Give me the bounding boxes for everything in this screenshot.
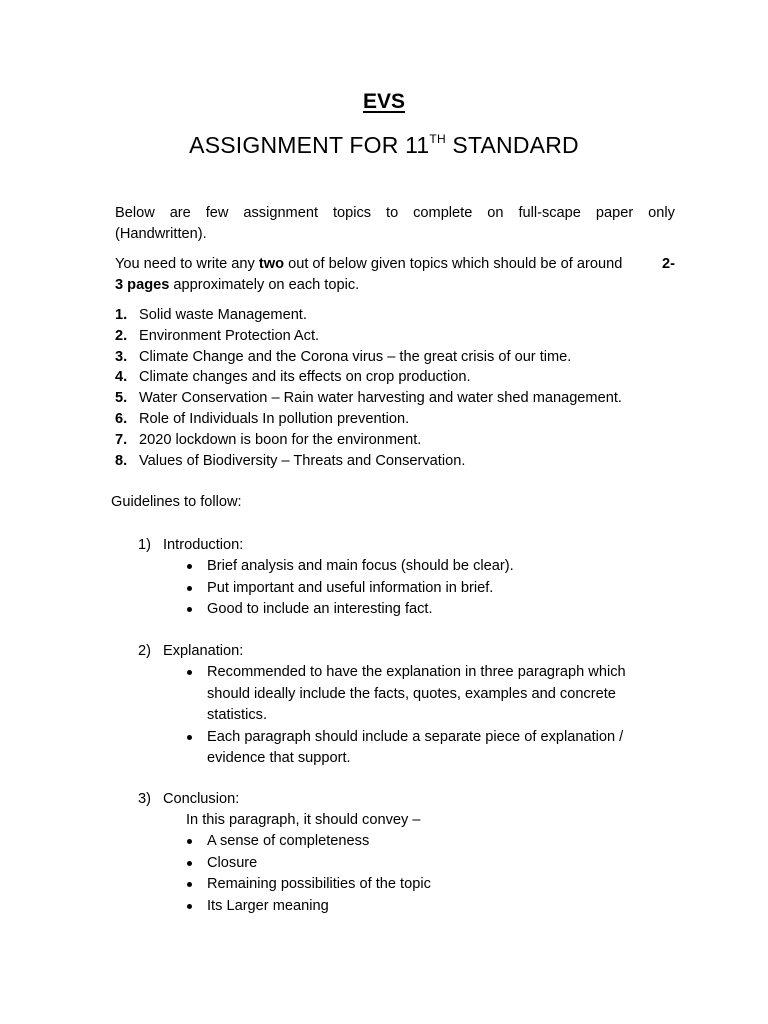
- list-item-text: Environment Protection Act.: [139, 327, 320, 344]
- bullet-item: [138, 662, 662, 727]
- bullet-text: Closure: [207, 854, 258, 871]
- section-lead: In this paragraph, it should convey –: [186, 812, 421, 828]
- list-item: [115, 451, 675, 472]
- subtitle-tail: STANDARD: [445, 132, 579, 158]
- word: Below: [115, 205, 155, 221]
- word: few: [205, 205, 229, 221]
- document-title: EVS: [362, 90, 406, 113]
- list-number: 8.: [115, 452, 128, 469]
- word: paper: [595, 205, 634, 221]
- list-item-text: Climate Change and the Corona virus – the great crisis of our time.: [139, 348, 572, 365]
- list-item: [115, 347, 675, 368]
- word: only: [648, 205, 675, 221]
- word: assignment: [243, 205, 319, 221]
- list-item: [115, 430, 675, 451]
- section-number: 1): [138, 537, 151, 553]
- list-number: 4.: [115, 369, 128, 386]
- list-item-text: Water Conservation – Rain water harvesting and water shed management.: [139, 390, 622, 407]
- list-number: 5.: [115, 390, 128, 407]
- list-item: [115, 305, 675, 326]
- text-run: out of below given topics which should be of around: [284, 256, 623, 272]
- guideline-section-explanation: [138, 641, 678, 770]
- bullet-item: [138, 578, 678, 600]
- bullet-text: Brief analysis and main focus (should be clear).: [207, 558, 514, 574]
- bullet-icon: [187, 670, 192, 675]
- list-item: [115, 388, 675, 409]
- bullet-icon: [187, 882, 192, 887]
- section-title: Introduction:: [163, 537, 244, 553]
- list-item-text: Role of Individuals In pollution prevention.: [139, 410, 410, 427]
- list-item-text: Solid waste Management.: [139, 307, 307, 323]
- list-number: 1.: [115, 307, 128, 323]
- guideline-section-introduction: [138, 535, 678, 621]
- bullet-icon: [187, 839, 192, 844]
- bullet-icon: [187, 904, 192, 909]
- list-item: [115, 326, 675, 347]
- section-title: Conclusion:: [163, 791, 240, 807]
- word: topics: [332, 205, 372, 221]
- word: complete: [413, 205, 473, 221]
- list-item: [115, 367, 675, 388]
- bullet-icon: [187, 861, 192, 866]
- section-heading: [138, 789, 678, 810]
- word: are: [169, 205, 191, 221]
- section-number: 3): [138, 791, 151, 807]
- document-subtitle: [0, 131, 768, 160]
- list-item-text: 2020 lockdown is boon for the environment.: [139, 431, 422, 448]
- bullet-item: [138, 853, 678, 875]
- bullet-list: [138, 556, 678, 621]
- section-number: 2): [138, 643, 151, 659]
- bullet-text: Each paragraph should include a separate piece of explanation / evidence that support.: [207, 728, 624, 766]
- section-heading: [138, 535, 678, 556]
- text-run: You need to write any: [115, 256, 259, 272]
- word: on: [487, 205, 504, 221]
- list-number: 6.: [115, 410, 128, 427]
- bullet-list: [138, 662, 678, 770]
- intro-paragraph-2-line-2: [115, 275, 675, 296]
- guideline-section-conclusion: [138, 789, 678, 917]
- subtitle-superscript: TH: [429, 132, 446, 146]
- bullet-list: [138, 831, 678, 917]
- emphasis-two: two: [258, 256, 285, 272]
- word: full-scape: [518, 205, 581, 221]
- list-number: 3.: [115, 348, 128, 365]
- intro-paragraph-1: [115, 203, 675, 245]
- text-run: approximately on each topic.: [169, 277, 360, 293]
- list-item: [115, 409, 675, 430]
- topic-list: [115, 305, 675, 471]
- bullet-item: [138, 599, 678, 621]
- subtitle-main: ASSIGNMENT FOR 11: [189, 132, 430, 158]
- bullet-item: [138, 896, 678, 918]
- intro-paragraph-1-line-2: (Handwritten).: [115, 226, 207, 242]
- emphasis-pages-start: 2-: [662, 256, 675, 272]
- bullet-text: Its Larger meaning: [207, 897, 329, 914]
- list-item-text: Values of Biodiversity – Threats and Conservation.: [139, 452, 466, 469]
- list-number: 7.: [115, 431, 128, 448]
- bullet-text: Put important and useful information in brief.: [207, 579, 494, 596]
- word: to: [386, 205, 399, 221]
- bullet-item: [138, 556, 678, 578]
- guidelines-heading: Guidelines to follow:: [111, 494, 242, 510]
- bullet-item: [138, 831, 678, 853]
- bullet-item: [138, 874, 678, 896]
- bullet-icon: [187, 586, 192, 591]
- section-heading: [138, 641, 678, 662]
- bullet-icon: [187, 735, 192, 740]
- section-title: Explanation:: [163, 643, 244, 659]
- bullet-item: [138, 727, 662, 770]
- bullet-icon: [187, 607, 192, 612]
- bullet-text: Good to include an interesting fact.: [207, 601, 433, 617]
- intro-paragraph-2-text: [115, 254, 622, 275]
- emphasis-pages-end: 3 pages: [115, 277, 170, 293]
- intro-paragraph-1-line-1: [115, 203, 675, 224]
- intro-paragraph-2-line-1: [115, 254, 675, 275]
- bullet-text: Recommended to have the explanation in three paragraph which should ideally include the facts, quotes, examples and concrete statistics.: [207, 664, 626, 723]
- bullet-text: Remaining possibilities of the topic: [207, 876, 431, 892]
- intro-paragraph-2: [115, 254, 675, 296]
- bullet-text: A sense of completeness: [207, 833, 370, 849]
- list-number: 2.: [115, 327, 128, 344]
- list-item-text: Climate changes and its effects on crop production.: [139, 369, 471, 386]
- bullet-icon: [187, 564, 192, 569]
